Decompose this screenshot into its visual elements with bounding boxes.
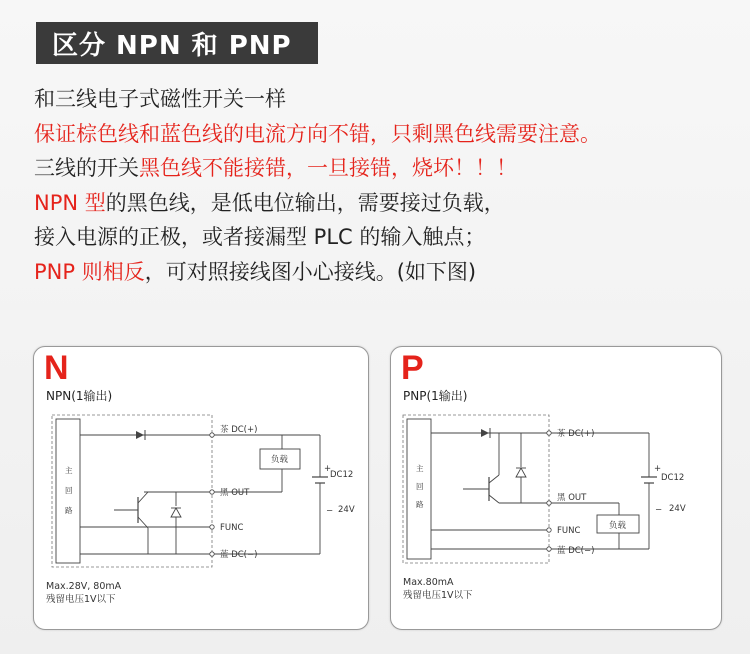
description-segment: 和三线电子式磁性开关一样 bbox=[34, 87, 286, 111]
pnp-dc-minus-label: 蓝 DC(−) bbox=[557, 546, 595, 556]
pnp-supply-label: DC12 bbox=[661, 473, 685, 483]
description-line bbox=[34, 255, 734, 290]
description-segment: 黑色线不能接错，一旦接错，烧坏！！！ bbox=[139, 156, 517, 180]
npn-wiring-diagram bbox=[33, 346, 369, 630]
pnp-main-circuit-2: 回 bbox=[416, 482, 424, 491]
npn-note-rating: Max.28V, 80mA bbox=[46, 581, 122, 592]
npn-func-label: FUNC bbox=[220, 523, 244, 533]
pnp-func-label: FUNC bbox=[557, 526, 581, 536]
description-segment: PNP 则相反 bbox=[34, 259, 145, 284]
pnp-note-rating: Max.80mA bbox=[403, 577, 454, 588]
npn-load-label: 负载 bbox=[271, 455, 289, 465]
npn-title: NPN(1输出) bbox=[46, 389, 113, 403]
diode-icon bbox=[481, 429, 489, 437]
pnp-main-circuit-3: 路 bbox=[416, 500, 424, 509]
description-segment: 保证棕色线和蓝色线的电流方向不错，只剩黑色线需要注意。 bbox=[34, 121, 601, 146]
description-line bbox=[34, 151, 734, 186]
npn-main-circuit-3: 路 bbox=[65, 506, 73, 515]
npn-main-circuit-1: 主 bbox=[65, 466, 73, 475]
pnp-out-label: 黑 OUT bbox=[557, 493, 587, 503]
pnp-load-label: 负载 bbox=[609, 521, 627, 531]
description-segment: ，可对照接线图小心接线。(如下图) bbox=[144, 259, 477, 284]
description-line bbox=[34, 82, 734, 117]
npn-dc-plus-label: 茶 DC(+) bbox=[220, 425, 258, 435]
pnp-letter: P bbox=[401, 349, 424, 387]
pnp-minus-sign: − bbox=[655, 505, 663, 515]
section-heading-text: 区分 NPN 和 PNP bbox=[52, 30, 292, 61]
description-segment: NPN 型 bbox=[34, 190, 106, 215]
pnp-supply-to-label: 24V bbox=[669, 504, 686, 514]
pnp-main-circuit-1: 主 bbox=[416, 464, 424, 473]
description-segment: 接入电源的正极，或者接漏型 PLC 的输入触点； bbox=[34, 225, 486, 249]
description-line bbox=[34, 186, 734, 221]
pnp-note-residual: 残留电压1V以下 bbox=[403, 590, 473, 601]
npn-out-label: 黑 OUT bbox=[220, 488, 250, 498]
npn-note-residual: 残留电压1V以下 bbox=[46, 594, 116, 605]
description-line bbox=[34, 117, 734, 152]
npn-plus-sign: + bbox=[324, 464, 332, 474]
description-segment: 的黑色线，是低电位输出，需要接过负载， bbox=[105, 190, 505, 215]
npn-main-circuit-2: 回 bbox=[65, 486, 73, 495]
description-line bbox=[34, 220, 734, 255]
pnp-plus-sign: + bbox=[654, 464, 662, 474]
description-segment: 三线的开关 bbox=[34, 156, 139, 180]
pnp-dc-plus-label: 茶 DC(+) bbox=[557, 429, 595, 439]
npn-letter: N bbox=[44, 349, 69, 387]
diode-icon bbox=[136, 431, 144, 439]
npn-dc-minus-label: 蓝 DC(−) bbox=[220, 550, 258, 560]
npn-supply-to-label: 24V bbox=[338, 505, 355, 515]
npn-supply-label: DC12 bbox=[330, 470, 354, 480]
description-text bbox=[34, 82, 734, 289]
section-heading bbox=[36, 22, 318, 64]
npn-minus-sign: − bbox=[326, 506, 334, 516]
pnp-wiring-diagram bbox=[390, 346, 722, 630]
pnp-title: PNP(1输出) bbox=[403, 389, 468, 403]
